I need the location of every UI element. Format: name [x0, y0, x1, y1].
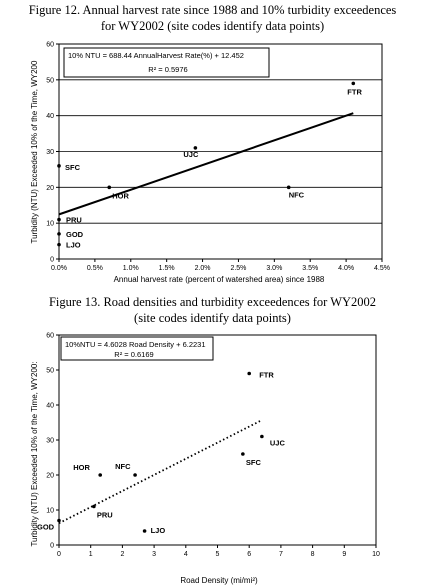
x-tick-label: 3 [152, 551, 157, 558]
y-tick-label: 40 [46, 113, 54, 121]
x-tick-label: 2.5% [230, 265, 247, 272]
x-tick-label: 1.0% [122, 265, 139, 272]
x-tick-label: 2.0% [194, 265, 211, 272]
data-point-ujc [260, 435, 264, 439]
site-label-god: GOD [37, 522, 55, 532]
x-axis-label: Annual harvest rate (percent of watershed area) since 1988 [113, 275, 325, 284]
y-tick-label: 30 [46, 437, 54, 445]
site-label-nfc: NFC [115, 462, 131, 471]
y-tick-label: 10 [46, 220, 54, 228]
x-tick-label: 10 [372, 551, 380, 558]
site-label-sfc: SFC [65, 162, 80, 172]
y-axis-label: Turbidity (NTU) Exceeded 10% of the Time, WY200 [30, 60, 39, 244]
x-tick-label: 6 [247, 551, 252, 558]
data-point-pru [57, 218, 61, 222]
figure-13 [0, 287, 425, 587]
site-label-pru: PRU [66, 215, 82, 225]
data-point-sfc [241, 452, 245, 456]
x-tick-label: 1.5% [158, 265, 175, 272]
x-tick-label: 9 [342, 551, 347, 558]
data-point-god [57, 232, 61, 236]
x-tick-label: 5 [215, 551, 220, 558]
data-point-pru [92, 505, 96, 509]
site-label-hor: HOR [112, 191, 129, 201]
figure-12-title-line-1: Figure 12. Annual harvest rate since 1988 and 10% turbidity exceedences [28, 3, 397, 17]
data-point-ljo [57, 243, 61, 247]
x-tick-label: 3.0% [266, 265, 283, 272]
r-squared: R² = 0.6169 [114, 350, 154, 359]
x-tick-label: 3.5% [302, 265, 319, 272]
y-tick-label: 0 [50, 542, 54, 550]
figure-12 [0, 0, 425, 287]
data-point-ftr [351, 82, 355, 86]
y-tick-label: 20 [46, 184, 54, 192]
y-tick-label: 60 [46, 332, 54, 340]
site-label-sfc: SFC [245, 458, 261, 467]
data-point-god [57, 519, 61, 523]
x-tick-label: 1 [88, 551, 93, 558]
x-axis-label: Road Density (mi/mi²) [180, 576, 258, 585]
y-tick-label: 50 [46, 77, 54, 85]
x-tick-label: 4.5% [374, 265, 390, 272]
site-label-ujc: UJC [269, 438, 285, 448]
data-point-ljo [143, 529, 147, 533]
x-tick-label: 7 [278, 551, 283, 558]
site-label-ljo: LJO [66, 240, 81, 250]
x-tick-label: 4.0% [338, 265, 355, 272]
site-label-god: GOD [66, 229, 84, 239]
regression-equation: 10%NTU = 4.6028 Road Density + 6.2231 [65, 340, 206, 349]
x-tick-label: 0.5% [86, 265, 103, 272]
y-tick-label: 30 [46, 149, 54, 156]
figure-13-chart [0, 287, 425, 587]
y-tick-label: 10 [46, 507, 54, 515]
y-tick-label: 20 [46, 472, 54, 480]
figure-13-title-line-1: Figure 13. Road densities and turbidity exceedences for WY2002 [48, 295, 377, 309]
site-label-ftr: FTR [259, 370, 274, 380]
y-tick-label: 50 [46, 367, 54, 375]
y-tick-label: 60 [46, 41, 54, 49]
x-tick-label: 2 [120, 551, 125, 558]
site-label-hor: HOR [73, 463, 90, 472]
y-tick-label: 40 [46, 402, 54, 410]
data-point-nfc [133, 473, 137, 477]
data-point-sfc [57, 164, 61, 168]
site-label-nfc: NFC [288, 190, 305, 200]
x-tick-label: 8 [310, 551, 315, 558]
site-label-pru: PRU [96, 510, 113, 520]
trendline [59, 113, 353, 214]
data-point-ftr [247, 372, 251, 376]
site-label-ljo: LJO [150, 526, 166, 535]
site-label-ujc: UJC [183, 149, 199, 159]
data-point-hor [98, 473, 102, 477]
site-label-ftr: FTR [347, 87, 362, 97]
figure-12-chart [0, 0, 425, 287]
x-tick-label: 0.0% [51, 265, 67, 272]
figure-12-title-line-2: for WY2002 (site codes identify data points) [100, 19, 325, 33]
data-point-nfc [287, 186, 291, 190]
y-axis-label: Turbidity (NTU) Exceeded 10% of the Time, WY200: [30, 361, 39, 547]
figure-13-title-line-2: (site codes identify data points) [134, 311, 291, 325]
y-tick-label: 0 [50, 256, 54, 264]
r-squared: R² = 0.5976 [148, 65, 188, 74]
regression-equation: 10% NTU = 688.44 AnnualHarvest Rate(%) + 12.452 [68, 51, 244, 60]
x-tick-label: 4 [183, 551, 188, 558]
x-tick-label: 0 [57, 551, 61, 558]
data-point-hor [107, 186, 111, 190]
